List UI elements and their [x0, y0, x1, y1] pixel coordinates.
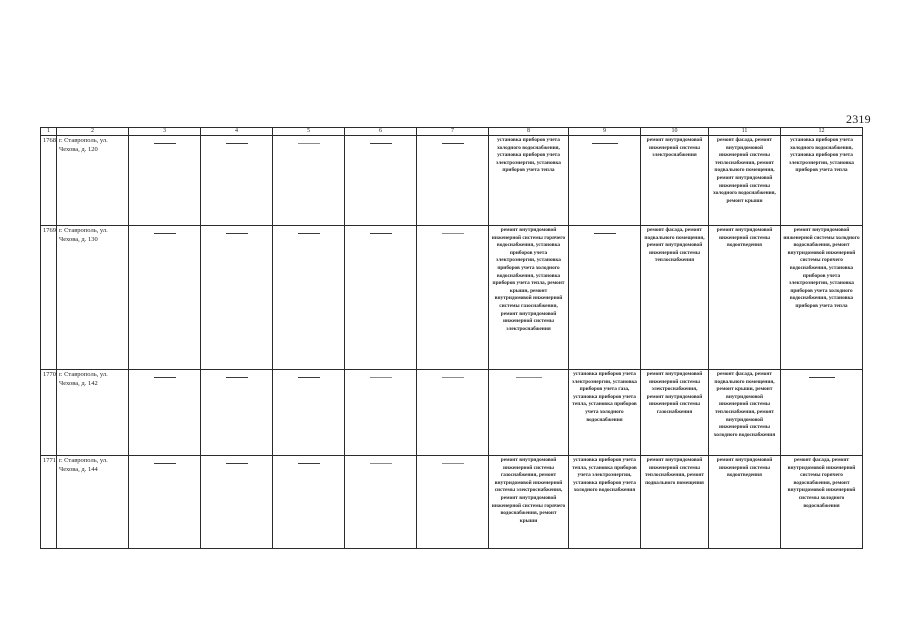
dash-mark: [370, 143, 392, 144]
column-number-8: 8: [489, 128, 569, 136]
empty-cell: [569, 136, 641, 226]
dash-mark: [592, 143, 618, 144]
works-cell: ремонт фасада, ремонт внутридомовой инженерной системы теплоснабжения, ремонт подвального помещения, ремонт внутридомовой инженерной системы холодного водоснабжения, ремонт крыши: [709, 136, 781, 226]
row-number: 1768: [41, 136, 57, 226]
table-row: [41, 136, 863, 226]
works-cell: ремонт фасада, ремонт подвального помещения, ремонт внутридомовой инженерной системы теплоснабжения: [641, 226, 709, 370]
works-cell: ремонт внутридомовой инженерной системы электроснабжения, ремонт внутридомовой инженерной системы газоснабжения: [641, 370, 709, 456]
table-row: [41, 226, 863, 370]
column-number-12: 12: [781, 128, 863, 136]
row-address: г. Ставрополь, ул. Чехова, д. 130: [57, 226, 129, 370]
empty-cell: [345, 136, 417, 226]
column-number-5: 5: [273, 128, 345, 136]
empty-cell: [781, 370, 863, 456]
row-number: 1771: [41, 456, 57, 549]
works-cell: установка приборов учета тепла, установка приборов учета электроэнергии, установка приборов учета холодного водоснабжения: [569, 456, 641, 549]
column-number-4: 4: [201, 128, 273, 136]
works-cell: ремонт фасада, ремонт внутридомовой инженерной системы горячего водоснабжения, ремонт внутридомовой инженерной системы холодного водоснабжения: [781, 456, 863, 549]
empty-cell: [273, 226, 345, 370]
dash-mark: [370, 233, 392, 234]
dash-mark: [226, 377, 248, 378]
dash-mark: [370, 463, 392, 464]
empty-cell: [345, 370, 417, 456]
empty-cell: [273, 136, 345, 226]
row-address: г. Ставрополь, ул. Чехова, д. 142: [57, 370, 129, 456]
column-number-6: 6: [345, 128, 417, 136]
empty-cell: [417, 456, 489, 549]
dash-mark: [154, 143, 176, 144]
dash-mark: [516, 377, 542, 378]
empty-cell: [345, 456, 417, 549]
dash-mark: [370, 377, 392, 378]
dash-mark: [809, 377, 835, 378]
dash-mark: [298, 143, 320, 144]
empty-cell: [489, 370, 569, 456]
empty-cell: [417, 226, 489, 370]
dash-mark: [154, 377, 176, 378]
table-row: [41, 456, 863, 549]
dash-mark: [298, 377, 320, 378]
works-cell: ремонт фасада, ремонт подвального помещения, ремонт крыши, ремонт внутридомовой инженерной системы теплоснабжения, ремонт внутридомовой инженерной системы холодного водоснабжения: [709, 370, 781, 456]
column-number-9: 9: [569, 128, 641, 136]
column-number-7: 7: [417, 128, 489, 136]
row-address: г. Ставрополь, ул. Чехова, д. 120: [57, 136, 129, 226]
column-number-3: 3: [129, 128, 201, 136]
empty-cell: [417, 370, 489, 456]
empty-cell: [345, 226, 417, 370]
page-number: 2319: [846, 112, 871, 126]
dash-mark: [226, 143, 248, 144]
works-cell: ремонт внутридомовой инженерной системы холодного водоснабжения, ремонт внутридомовой инженерной системы горячего водоснабжения, установка приборов учета электроэнергии, установка приборов учета холодного водоснабжения, установка приборов учета тепла: [781, 226, 863, 370]
empty-cell: [569, 226, 641, 370]
works-cell: ремонт внутридомовой инженерной системы водоотведения: [709, 226, 781, 370]
column-number-1: 1: [41, 128, 57, 136]
dash-mark: [154, 463, 176, 464]
empty-cell: [273, 456, 345, 549]
empty-cell: [129, 370, 201, 456]
works-cell: ремонт внутридомовой инженерной системы горячего водоснабжения, установка приборов учета электроэнергии, установка приборов учета холодного водоснабжения, установка приборов учета тепла, ремонт крыши, ремонт внутридомовой инженерной системы газоснабжения, ремонт внутридомовой инженерной системы электроснабжения: [489, 226, 569, 370]
works-cell: ремонт внутридомовой инженерной системы водоотведения: [709, 456, 781, 549]
works-cell: установка приборов учета холодного водоснабжения, установка приборов учета электроэнергии, установка приборов учета тепла: [781, 136, 863, 226]
dash-mark: [226, 463, 248, 464]
works-cell: ремонт внутридомовой инженерной системы газоснабжения, ремонт внутридомовой инженерной системы электроснабжения, ремонт внутридомовой инженерной системы горячего водоснабжения, ремонт крыши: [489, 456, 569, 549]
column-number-2: 2: [57, 128, 129, 136]
empty-cell: [201, 370, 273, 456]
dash-mark: [442, 143, 464, 144]
column-number-10: 10: [641, 128, 709, 136]
empty-cell: [273, 370, 345, 456]
dash-mark: [226, 233, 248, 234]
table-row: [41, 370, 863, 456]
empty-cell: [129, 136, 201, 226]
column-number-row: [41, 128, 863, 136]
dash-mark: [442, 377, 464, 378]
row-number: 1770: [41, 370, 57, 456]
dash-mark: [154, 233, 176, 234]
works-cell: установка приборов учета электроэнергии, установка приборов учета газа, установка приборов учета тепла, установка приборов учета холодного водоснабжения: [569, 370, 641, 456]
empty-cell: [417, 136, 489, 226]
empty-cell: [201, 136, 273, 226]
column-number-11: 11: [709, 128, 781, 136]
dash-mark: [442, 463, 464, 464]
row-address: г. Ставрополь, ул. Чехова, д. 144: [57, 456, 129, 549]
works-cell: ремонт внутридомовой инженерной системы теплоснабжения, ремонт подвального помещения: [641, 456, 709, 549]
works-cell: установка приборов учета холодного водоснабжения, установка приборов учета электроэнергии, установка приборов учета тепла: [489, 136, 569, 226]
dash-mark: [442, 233, 464, 234]
empty-cell: [129, 456, 201, 549]
dash-mark: [298, 463, 320, 464]
dash-mark: [298, 233, 320, 234]
works-cell: ремонт внутридомовой инженерной системы электроснабжения: [641, 136, 709, 226]
empty-cell: [201, 456, 273, 549]
empty-cell: [201, 226, 273, 370]
row-number: 1769: [41, 226, 57, 370]
repair-register-table: [40, 127, 863, 549]
empty-cell: [129, 226, 201, 370]
dash-mark: [594, 233, 616, 234]
